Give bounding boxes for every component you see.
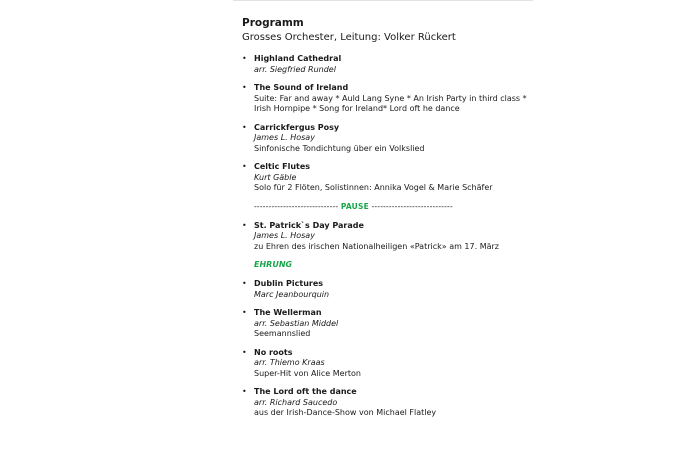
piece-description: aus der Irish-Dance-Show von Michael Flatley bbox=[254, 408, 437, 417]
piece-description: Seemannslied bbox=[254, 329, 311, 338]
piece-credit: arr. Siegfried Rundel bbox=[254, 64, 336, 74]
piece-description: Sinfonische Tondichtung über ein Volkslied bbox=[254, 143, 425, 153]
piece-credit: arr. Sebastian Middel bbox=[254, 318, 339, 328]
piece-credit: Kurt Gäble bbox=[254, 172, 297, 182]
top-divider bbox=[233, 0, 533, 1]
program-item bbox=[242, 308, 542, 340]
piece-title: • No roots bbox=[254, 347, 293, 357]
piece-description: Suite: Far and away * Auld Lang Syne * An Irish Party in third class * Irish Hornpipe * Song for Ireland* Lord oft he dance bbox=[254, 93, 527, 113]
piece-credit: Marc Jeanbourquin bbox=[254, 289, 330, 299]
piece-credit: arr. Thiemo Kraas bbox=[254, 358, 325, 367]
piece-title: • The Sound of Ireland bbox=[254, 83, 349, 92]
piece-title: • Dublin Pictures bbox=[254, 279, 324, 288]
program-item bbox=[242, 348, 542, 380]
pause-dashes-right: ---------------------------- bbox=[371, 201, 453, 211]
piece-credit: James L. Hosay bbox=[254, 133, 315, 142]
page-subtitle: Grosses Orchester, Leitung: Volker Rückert bbox=[242, 32, 456, 43]
program-item bbox=[242, 162, 542, 194]
program-item bbox=[242, 123, 542, 155]
program-item bbox=[242, 83, 542, 115]
pause-label: PAUSE bbox=[340, 201, 369, 211]
piece-description: Solo für 2 Flöten, Solistinnen: Annika Vogel & Marie Schäfer bbox=[254, 183, 493, 192]
program-list-part3 bbox=[242, 279, 542, 419]
piece-description: Super-Hit von Alice Merton bbox=[254, 368, 361, 378]
piece-title: • The Lord oft the dance bbox=[254, 387, 357, 396]
program-list-part1 bbox=[242, 54, 542, 194]
piece-title: • Carrickfergus Posy bbox=[254, 122, 340, 132]
program-item bbox=[242, 279, 542, 300]
piece-description: zu Ehren des irischen Nationalheiligen «Patrick» am 17. März bbox=[254, 241, 499, 251]
piece-credit: James L. Hosay bbox=[254, 231, 315, 240]
piece-title: • Highland Cathedral bbox=[254, 54, 342, 63]
piece-title: • St. Patrick`s Day Parade bbox=[254, 220, 364, 230]
program-list-part2 bbox=[242, 221, 542, 253]
pause-divider bbox=[254, 202, 542, 212]
program-item bbox=[242, 221, 542, 253]
piece-credit: arr. Richard Saucedo bbox=[254, 397, 338, 407]
piece-title: • Celtic Flutes bbox=[254, 162, 311, 171]
piece-title: • The Wellerman bbox=[254, 308, 322, 317]
page-title: Programm bbox=[242, 17, 304, 29]
ehrung-label: EHRUNG bbox=[254, 260, 293, 269]
pause-dashes-left: ----------------------------- bbox=[254, 201, 339, 211]
program-item bbox=[242, 387, 542, 419]
program-item bbox=[242, 54, 542, 75]
program-document bbox=[242, 17, 542, 427]
